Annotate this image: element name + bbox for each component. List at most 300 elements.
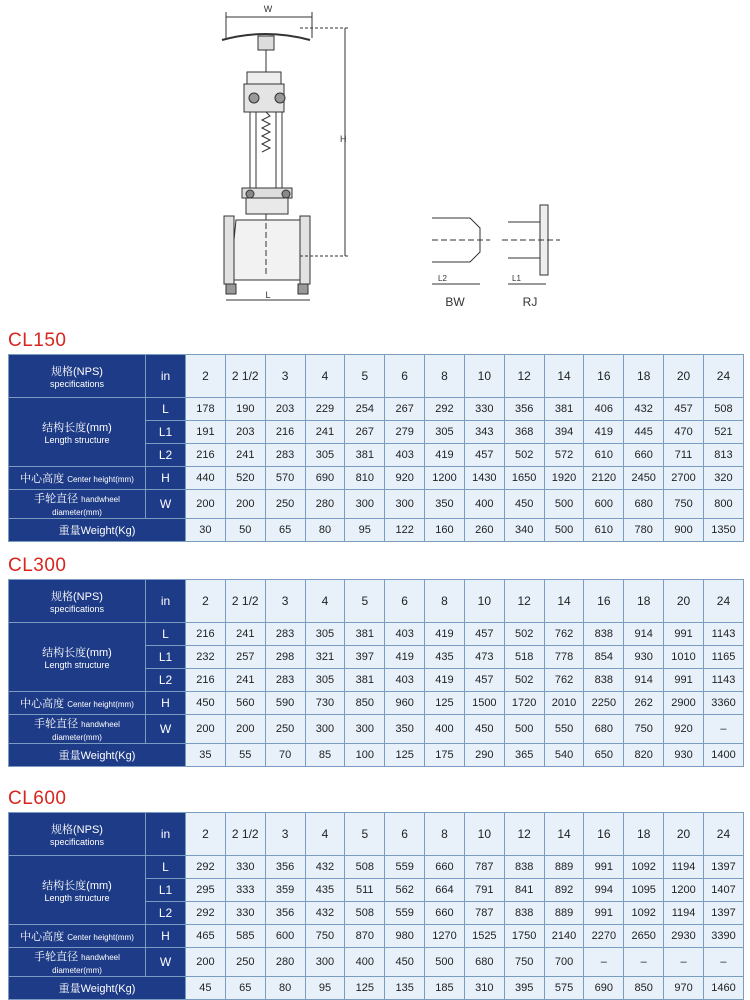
table-cell: 435	[305, 879, 345, 902]
column-size: 12	[504, 355, 544, 398]
table-cell: 1920	[544, 467, 584, 490]
table-cell: 95	[345, 519, 385, 542]
weight-zh: 重量	[58, 983, 81, 995]
table-cell: 590	[265, 692, 305, 715]
table-cell: 305	[425, 421, 465, 444]
table-cell: 300	[385, 490, 425, 519]
weight-header	[9, 519, 186, 542]
table-cell: 283	[265, 669, 305, 692]
table-cell: 400	[425, 715, 465, 744]
dim-l-label: L	[265, 290, 271, 300]
valve-drawing	[0, 0, 750, 320]
table-row	[9, 977, 744, 1000]
column-size: 10	[464, 813, 504, 856]
table-cell: 518	[504, 646, 544, 669]
table-cell: 292	[186, 856, 226, 879]
table-cell: 365	[504, 744, 544, 767]
table-cell: 600	[584, 490, 624, 519]
table-row	[9, 355, 744, 398]
table-cell: 359	[265, 879, 305, 902]
table-cell: 419	[425, 623, 465, 646]
table-cell: 500	[544, 490, 584, 519]
table-cell: 994	[584, 879, 624, 902]
table-cell: 920	[385, 467, 425, 490]
table-cell: 250	[265, 490, 305, 519]
table-cell: 1460	[703, 977, 743, 1000]
column-size: 10	[464, 355, 504, 398]
weight-en: Weight(Kg)	[80, 750, 136, 762]
table-cell: 45	[186, 977, 226, 1000]
table-cell: 135	[385, 977, 425, 1000]
table-cell: 292	[425, 398, 465, 421]
table-cell: 381	[544, 398, 584, 421]
column-size: 2 1/2	[225, 355, 265, 398]
table-cell: 465	[186, 925, 226, 948]
table-cell: 750	[624, 715, 664, 744]
table-cell: 250	[225, 948, 265, 977]
table-cell: 1650	[504, 467, 544, 490]
table-cell: 343	[464, 421, 504, 444]
column-size: 14	[544, 580, 584, 623]
table-cell: 450	[385, 948, 425, 977]
table-cell: 292	[186, 902, 226, 925]
weight-header	[9, 977, 186, 1000]
table-cell: 550	[544, 715, 584, 744]
in-label: in	[146, 813, 186, 856]
table-cell: 350	[425, 490, 465, 519]
table-cell: 200	[225, 490, 265, 519]
table-cell: 1200	[664, 879, 704, 902]
table-cell: 254	[345, 398, 385, 421]
column-size: 20	[664, 580, 704, 623]
table-cell: 1525	[464, 925, 504, 948]
table-cell: 559	[385, 902, 425, 925]
table-cell: 521	[703, 421, 743, 444]
table-row	[9, 519, 744, 542]
table-cell: 432	[305, 856, 345, 879]
row-symbol: L1	[146, 421, 186, 444]
table-cell: 203	[225, 421, 265, 444]
section-title: CL600	[8, 788, 67, 809]
table-cell: 190	[225, 398, 265, 421]
table-cell: 502	[504, 669, 544, 692]
table-cell: 283	[265, 623, 305, 646]
table-cell: 762	[544, 669, 584, 692]
column-size: 16	[584, 355, 624, 398]
row-symbol: L	[146, 398, 186, 421]
column-size: 14	[544, 813, 584, 856]
table-cell: 381	[345, 669, 385, 692]
row-symbol: W	[146, 948, 186, 977]
table-cell: 780	[624, 519, 664, 542]
table-cell: 700	[544, 948, 584, 977]
table-cell: 2270	[584, 925, 624, 948]
table-cell: 787	[464, 856, 504, 879]
table-cell: –	[584, 948, 624, 977]
wheel-zh: 手轮直径	[34, 493, 79, 505]
column-size: 18	[624, 813, 664, 856]
table-cell: 185	[425, 977, 465, 1000]
table-cell: 660	[425, 856, 465, 879]
length-en: Length structure	[44, 893, 110, 903]
spec-en: specifications	[49, 379, 105, 389]
column-size: 24	[703, 355, 743, 398]
table-cell: 290	[464, 744, 504, 767]
table-cell: 381	[345, 623, 385, 646]
table-cell: 279	[385, 421, 425, 444]
weight-en: Weight(Kg)	[80, 983, 136, 995]
table-cell: 356	[265, 902, 305, 925]
table-cell: 820	[624, 744, 664, 767]
table-cell: 125	[425, 692, 465, 715]
table-cell: 50	[225, 519, 265, 542]
table-cell: 65	[265, 519, 305, 542]
center-height-header	[9, 467, 146, 490]
spec-table	[8, 354, 744, 542]
row-symbol: L2	[146, 902, 186, 925]
table-cell: 750	[504, 948, 544, 977]
table-cell: 3390	[703, 925, 743, 948]
table-cell: 991	[664, 623, 704, 646]
table-cell: 3360	[703, 692, 743, 715]
table-cell: 432	[305, 902, 345, 925]
table-cell: 690	[305, 467, 345, 490]
table-cell: 854	[584, 646, 624, 669]
wheel-en: handwheel diameter(mm)	[52, 720, 120, 742]
dim-l1-label: L1	[512, 274, 521, 283]
table-cell: 690	[584, 977, 624, 1000]
column-size: 3	[265, 813, 305, 856]
handwheel-header	[9, 715, 146, 744]
table-cell: 122	[385, 519, 425, 542]
table-cell: 260	[464, 519, 504, 542]
table-cell: 457	[464, 623, 504, 646]
table-cell: 660	[624, 444, 664, 467]
spec-en: specifications	[49, 604, 105, 614]
table-cell: 305	[305, 669, 345, 692]
table-cell: 791	[464, 879, 504, 902]
table-cell: 1270	[425, 925, 465, 948]
table-cell: 2120	[584, 467, 624, 490]
column-size: 3	[265, 355, 305, 398]
table-cell: 300	[345, 715, 385, 744]
row-symbol: L	[146, 623, 186, 646]
row-symbol: L1	[146, 879, 186, 902]
table-cell: 500	[425, 948, 465, 977]
table-cell: 283	[265, 444, 305, 467]
table-cell: 200	[186, 948, 226, 977]
table-row	[9, 490, 744, 519]
table-cell: 850	[345, 692, 385, 715]
table-cell: 295	[186, 879, 226, 902]
table-cell: 800	[703, 490, 743, 519]
column-size: 16	[584, 580, 624, 623]
table-cell: 381	[345, 444, 385, 467]
column-size: 24	[703, 580, 743, 623]
table-cell: 200	[186, 490, 226, 519]
table-cell: 305	[305, 444, 345, 467]
column-size: 8	[425, 355, 465, 398]
table-cell: 298	[265, 646, 305, 669]
row-symbol: H	[146, 925, 186, 948]
table-cell: 160	[425, 519, 465, 542]
table-cell: 1397	[703, 902, 743, 925]
row-symbol: L2	[146, 444, 186, 467]
column-size: 14	[544, 355, 584, 398]
table-cell: 356	[265, 856, 305, 879]
center-height-header	[9, 692, 146, 715]
row-symbol: H	[146, 467, 186, 490]
table-cell: 403	[385, 669, 425, 692]
table-cell: 257	[225, 646, 265, 669]
length-zh: 结构长度(mm)	[42, 880, 112, 892]
table-cell: 562	[385, 879, 425, 902]
wheel-en: handwheel diameter(mm)	[52, 953, 120, 975]
table-cell: 2900	[664, 692, 704, 715]
table-cell: 305	[305, 623, 345, 646]
table-cell: 991	[664, 669, 704, 692]
table-cell: 200	[225, 715, 265, 744]
weight-zh: 重量	[58, 750, 81, 762]
table-cell: 55	[225, 744, 265, 767]
column-size: 12	[504, 813, 544, 856]
table-cell: 178	[186, 398, 226, 421]
table-cell: 340	[504, 519, 544, 542]
table-row	[9, 948, 744, 977]
table-cell: 80	[265, 977, 305, 1000]
table-cell: 838	[584, 669, 624, 692]
table-cell: 368	[504, 421, 544, 444]
column-size: 5	[345, 580, 385, 623]
table-cell: 1500	[464, 692, 504, 715]
table-cell: 216	[186, 444, 226, 467]
handwheel-header	[9, 490, 146, 519]
table-cell: 280	[305, 490, 345, 519]
table-cell: 1194	[664, 856, 704, 879]
table-cell: 600	[265, 925, 305, 948]
spec-table	[8, 812, 744, 1000]
table-cell: 540	[544, 744, 584, 767]
table-cell: 2930	[664, 925, 704, 948]
table-cell: 559	[385, 856, 425, 879]
table-cell: 419	[425, 444, 465, 467]
table-cell: 232	[186, 646, 226, 669]
length-zh: 结构长度(mm)	[42, 647, 112, 659]
table-cell: 660	[425, 902, 465, 925]
in-label: in	[146, 355, 186, 398]
row-symbol: L2	[146, 669, 186, 692]
column-size: 4	[305, 355, 345, 398]
table-cell: 1092	[624, 856, 664, 879]
wheel-en: handwheel diameter(mm)	[52, 495, 120, 517]
table-cell: 400	[345, 948, 385, 977]
table-cell: 585	[225, 925, 265, 948]
table-cell: 35	[186, 744, 226, 767]
table-cell: 280	[265, 948, 305, 977]
table-cell: 435	[425, 646, 465, 669]
table-cell: 810	[345, 467, 385, 490]
table-cell: 889	[544, 902, 584, 925]
table-cell: 406	[584, 398, 624, 421]
table-cell: 419	[385, 646, 425, 669]
table-cell: 330	[464, 398, 504, 421]
table-row	[9, 580, 744, 623]
table-row	[9, 692, 744, 715]
table-cell: 500	[544, 519, 584, 542]
table-cell: 70	[265, 744, 305, 767]
table-cell: 889	[544, 856, 584, 879]
table-cell: 560	[225, 692, 265, 715]
column-size: 24	[703, 813, 743, 856]
table-cell: 262	[624, 692, 664, 715]
table-cell: 920	[664, 715, 704, 744]
section-title: CL150	[8, 330, 67, 351]
table-cell: 610	[584, 444, 624, 467]
table-cell: 2450	[624, 467, 664, 490]
column-size: 6	[385, 355, 425, 398]
table-cell: 2010	[544, 692, 584, 715]
column-size: 8	[425, 580, 465, 623]
row-symbol: L	[146, 856, 186, 879]
gate-valve-diagram	[0, 0, 750, 320]
spec-header	[9, 355, 146, 398]
table-row	[9, 623, 744, 646]
table-cell: 762	[544, 623, 584, 646]
table-cell: 400	[464, 490, 504, 519]
table-cell: 980	[385, 925, 425, 948]
table-cell: 1095	[624, 879, 664, 902]
wheel-zh: 手轮直径	[34, 951, 79, 963]
column-size: 5	[345, 355, 385, 398]
weight-zh: 重量	[58, 525, 81, 537]
table-cell: –	[703, 948, 743, 977]
column-size: 18	[624, 580, 664, 623]
center-zh: 中心高度	[20, 473, 65, 485]
column-size: 4	[305, 580, 345, 623]
column-size: 12	[504, 580, 544, 623]
dim-w-label: W	[263, 4, 273, 14]
weight-en: Weight(Kg)	[80, 525, 136, 537]
table-cell: 500	[504, 715, 544, 744]
table-cell: 1165	[703, 646, 743, 669]
table-cell: 930	[624, 646, 664, 669]
table-cell: 1407	[703, 879, 743, 902]
table-cell: 1720	[504, 692, 544, 715]
table-row	[9, 715, 744, 744]
table-cell: 350	[385, 715, 425, 744]
table-cell: 960	[385, 692, 425, 715]
table-cell: 330	[225, 856, 265, 879]
table-cell: 838	[504, 856, 544, 879]
table-cell: 300	[345, 490, 385, 519]
table-row	[9, 813, 744, 856]
table-row	[9, 744, 744, 767]
column-size: 10	[464, 580, 504, 623]
table-cell: 575	[544, 977, 584, 1000]
table-cell: 394	[544, 421, 584, 444]
table-cell: 991	[584, 856, 624, 879]
table-cell: 80	[305, 519, 345, 542]
spec-header	[9, 580, 146, 623]
table-cell: 450	[504, 490, 544, 519]
table-cell: 1430	[464, 467, 504, 490]
table-cell: 508	[345, 902, 385, 925]
column-size: 6	[385, 580, 425, 623]
dim-h-label: H	[340, 134, 347, 144]
length-en: Length structure	[44, 660, 110, 670]
row-symbol: W	[146, 715, 186, 744]
column-size: 20	[664, 813, 704, 856]
table-cell: 1143	[703, 669, 743, 692]
table-cell: 680	[464, 948, 504, 977]
table-cell: 100	[345, 744, 385, 767]
length-zh: 结构长度(mm)	[42, 422, 112, 434]
column-size: 2	[186, 355, 226, 398]
table-cell: 356	[504, 398, 544, 421]
column-size: 2 1/2	[225, 580, 265, 623]
column-size: 20	[664, 355, 704, 398]
table-cell: 2650	[624, 925, 664, 948]
table-cell: 730	[305, 692, 345, 715]
bw-label: BW	[445, 295, 465, 309]
table-cell: 787	[464, 902, 504, 925]
table-cell: 403	[385, 623, 425, 646]
table-cell: 419	[425, 669, 465, 692]
table-cell: 216	[186, 669, 226, 692]
column-size: 3	[265, 580, 305, 623]
table-cell: 125	[385, 744, 425, 767]
table-cell: 216	[265, 421, 305, 444]
column-size: 2	[186, 813, 226, 856]
table-row	[9, 925, 744, 948]
table-row	[9, 856, 744, 879]
table-cell: 470	[664, 421, 704, 444]
table-cell: 2700	[664, 467, 704, 490]
table-cell: 216	[186, 623, 226, 646]
table-cell: 250	[265, 715, 305, 744]
table-cell: 1397	[703, 856, 743, 879]
column-size: 6	[385, 813, 425, 856]
center-en: Center height(mm)	[67, 700, 134, 709]
table-cell: 900	[664, 519, 704, 542]
column-size: 2 1/2	[225, 813, 265, 856]
table-cell: 95	[305, 977, 345, 1000]
table-cell: 520	[225, 467, 265, 490]
table-cell: 1750	[504, 925, 544, 948]
table-cell: 502	[504, 623, 544, 646]
center-zh: 中心高度	[20, 698, 65, 710]
table-cell: 511	[345, 879, 385, 902]
table-cell: 711	[664, 444, 704, 467]
spec-header	[9, 813, 146, 856]
table-row	[9, 467, 744, 490]
table-cell: 321	[305, 646, 345, 669]
table-cell: 440	[186, 467, 226, 490]
spec-en: specifications	[49, 837, 105, 847]
center-height-header	[9, 925, 146, 948]
weight-header	[9, 744, 186, 767]
table-cell: 650	[584, 744, 624, 767]
length-header	[9, 623, 146, 692]
table-cell: 570	[265, 467, 305, 490]
table-cell: 65	[225, 977, 265, 1000]
table-cell: 502	[504, 444, 544, 467]
table-cell: 300	[305, 948, 345, 977]
table-cell: 267	[385, 398, 425, 421]
length-en: Length structure	[44, 435, 110, 445]
table-cell: 870	[345, 925, 385, 948]
table-cell: 813	[703, 444, 743, 467]
